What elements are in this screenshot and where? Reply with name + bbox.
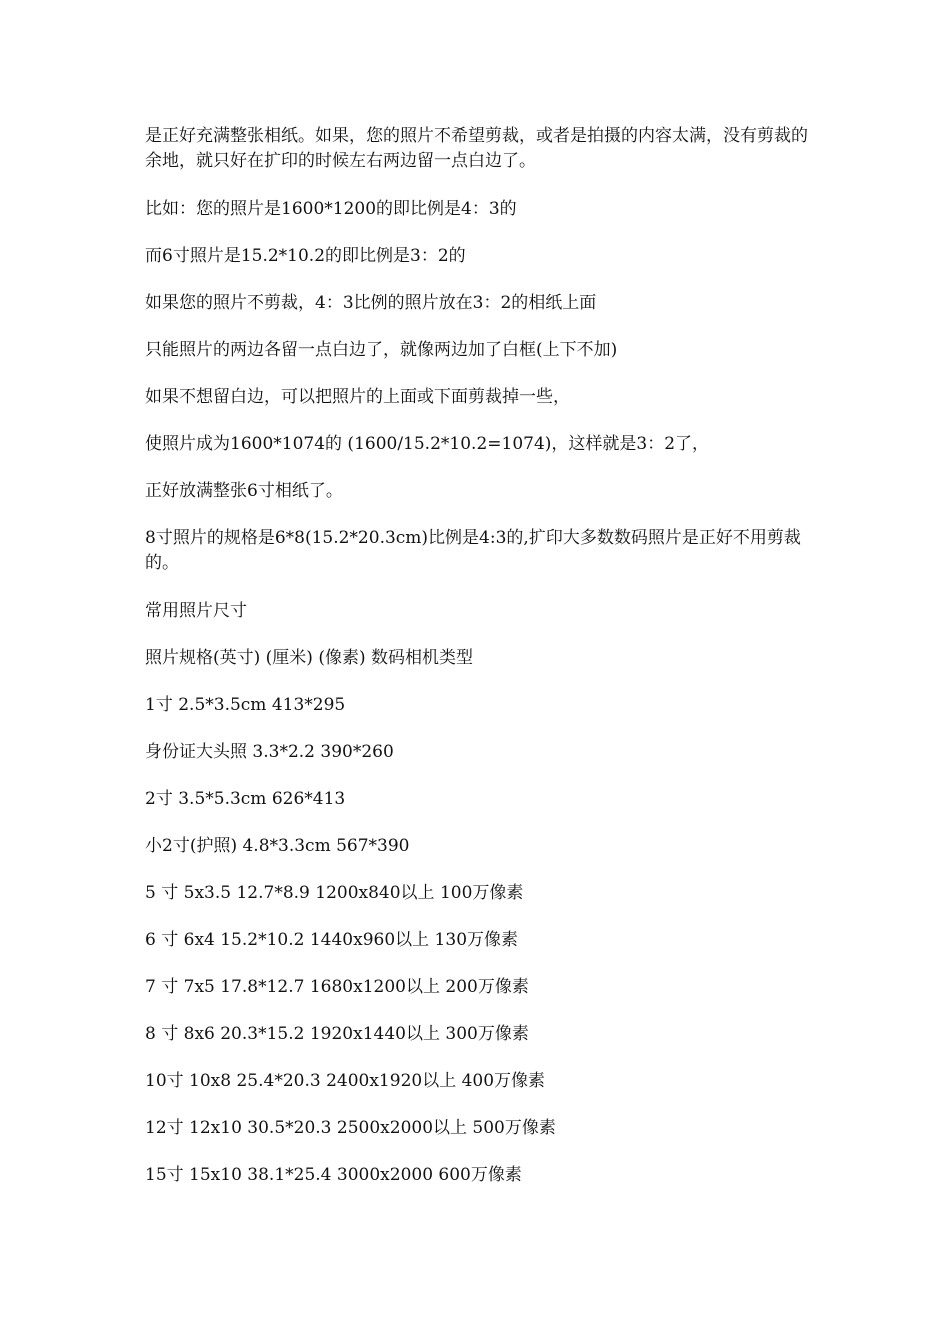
document-body — [145, 124, 810, 1210]
size-row-15inch: 15寸 15x10 38.1*25.4 3000x2000 600万像素 — [145, 1165, 522, 1185]
paragraph-crop-result: 使照片成为1600*1074的 (1600/15.2*10.2=1074)，这样就是3：2了， — [145, 434, 710, 454]
paragraph-example-ratio: 比如：您的照片是1600*1200的即比例是4：3的 — [145, 199, 517, 219]
paragraph-no-crop: 如果您的照片不剪裁，4：3比例的照片放在3：2的相纸上面 — [145, 293, 597, 313]
paragraph-intro-continuation: 是正好充满整张相纸。如果，您的照片不希望剪裁，或者是拍摄的内容太满，没有剪裁的余地，就只好在扩印的时候左右两边留一点白边了。 — [145, 126, 808, 171]
size-row-8inch: 8 寸 8x6 20.3*15.2 1920x1440以上 300万像素 — [145, 1024, 529, 1044]
paragraph-fill-paper: 正好放满整张6寸相纸了。 — [145, 481, 343, 501]
paragraph-crop-option: 如果不想留白边，可以把照片的上面或下面剪裁掉一些， — [145, 387, 570, 407]
paragraph-6inch-ratio: 而6寸照片是15.2*10.2的即比例是3：2的 — [145, 246, 466, 266]
size-row-10inch: 10寸 10x8 25.4*20.3 2400x1920以上 400万像素 — [145, 1071, 546, 1091]
size-row-7inch: 7 寸 7x5 17.8*12.7 1680x1200以上 200万像素 — [145, 977, 529, 997]
size-row-6inch: 6 寸 6x4 15.2*10.2 1440x960以上 130万像素 — [145, 930, 519, 950]
size-row-2inch: 2寸 3.5*5.3cm 626*413 — [145, 789, 346, 809]
size-row-5inch: 5 寸 5x3.5 12.7*8.9 1200x840以上 100万像素 — [145, 883, 524, 903]
paragraph-white-border: 只能照片的两边各留一点白边了，就像两边加了白框(上下不加) — [145, 340, 618, 360]
size-row-12inch: 12寸 12x10 30.5*20.3 2500x2000以上 500万像素 — [145, 1118, 556, 1138]
size-row-id-photo: 身份证大头照 3.3*2.2 390*260 — [145, 742, 394, 762]
section-heading-common-sizes: 常用照片尺寸 — [145, 601, 247, 621]
size-table-header: 照片规格(英寸) (厘米) (像素) 数码相机类型 — [145, 648, 474, 668]
paragraph-8inch-spec: 8寸照片的规格是6*8(15.2*20.3cm)比例是4:3的,扩印大多数数码照片是正好不用剪裁的。 — [145, 528, 801, 573]
size-row-1inch: 1寸 2.5*3.5cm 413*295 — [145, 695, 346, 715]
size-row-small-2inch-passport: 小2寸(护照) 4.8*3.3cm 567*390 — [145, 836, 410, 856]
